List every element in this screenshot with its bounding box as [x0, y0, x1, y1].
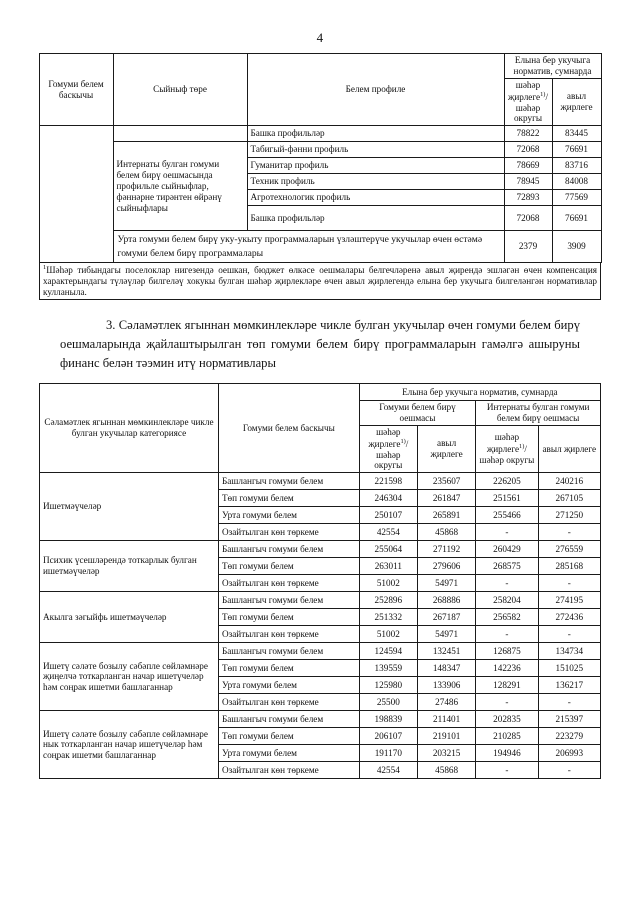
cell-education-stage: Башлангыч гомуми белем: [218, 592, 359, 609]
cell-norm-general-rural: 235607: [417, 473, 475, 490]
header-urban-settlement-a: [359, 425, 417, 473]
header-org-general: Гомуми белем бирү оешмасы: [359, 401, 476, 426]
cell-norm-boarding-rural: 151025: [538, 660, 600, 677]
cell-student-category: Психик үсешләрендә тоткарлык булган ишетмәүчеләр: [40, 541, 219, 592]
header-urban-settlement: [504, 78, 552, 126]
header-rural-settlement-a: авыл җирлеге: [417, 425, 475, 473]
cell-norm-boarding-rural: 134734: [538, 643, 600, 660]
cell-norm-boarding-urban: 268575: [476, 558, 538, 575]
cell-norm-boarding-rural: -: [538, 694, 600, 711]
cell-norm-boarding-urban: 256582: [476, 609, 538, 626]
cell-norm-urban: 78669: [504, 158, 552, 174]
footnote-box: [39, 262, 601, 300]
header-rural-settlement: авыл җирлеге: [552, 78, 601, 126]
cell-norm-general-rural: 268886: [417, 592, 475, 609]
cell-education-stage: [39, 126, 113, 263]
cell-norm-general-rural: 203215: [417, 745, 475, 762]
footnote-ref-icon: 1): [400, 437, 406, 445]
cell-education-stage: Озайтылган көн төркеме: [218, 575, 359, 592]
cell-norm-rural: 83716: [552, 158, 601, 174]
cell-education-profile: Техник профиль: [247, 174, 504, 190]
cell-norm-general-rural: 219101: [417, 728, 475, 745]
cell-class-type-empty: [113, 126, 247, 142]
header-education-stage: Гомуми белем баскычы: [39, 54, 113, 126]
header-urban-a-label2: / шәһәр округы: [374, 438, 409, 471]
cell-education-stage: Башлангыч гомуми белем: [218, 643, 359, 660]
cell-norm-general-urban: 246304: [359, 490, 417, 507]
cell-norm-boarding-rural: 285168: [538, 558, 600, 575]
cell-norm-boarding-urban: 258204: [476, 592, 538, 609]
header-urban-settlement-label2: / шәһәр округы: [513, 91, 548, 124]
cell-education-stage: Төп гомуми белем: [218, 490, 359, 507]
footnote-marker: 1: [43, 264, 47, 272]
cell-norm-general-urban: 251332: [359, 609, 417, 626]
header-urban-settlement-label: шәһәр җирлеге: [507, 79, 541, 102]
cell-norm-general-urban: 25500: [359, 694, 417, 711]
cell-norm-general-urban: 263011: [359, 558, 417, 575]
cell-student-category: Акылга зәгыйфь ишетмәүчеләр: [40, 592, 219, 643]
cell-norm-boarding-rural: 274195: [538, 592, 600, 609]
table-row: [40, 473, 601, 490]
cell-norm-boarding-urban: 260429: [476, 541, 538, 558]
cell-norm-boarding-rural: 272436: [538, 609, 600, 626]
cell-norm-rural: 76691: [552, 142, 601, 158]
cell-norm-boarding-urban: 194946: [476, 745, 538, 762]
cell-extended-programs-label: Урта гомуми белем бирү уку-укыту программаларын үзләштерүче укучылар өчен өстәмә гомуми белем бирү программалары: [113, 231, 504, 263]
table-row: [39, 142, 601, 158]
cell-norm-boarding-rural: 240216: [538, 473, 600, 490]
table-row-extended-programs: [39, 231, 601, 263]
cell-norm-general-rural: 54971: [417, 575, 475, 592]
cell-norm-general-urban: 51002: [359, 575, 417, 592]
cell-norm-general-urban: 51002: [359, 626, 417, 643]
cell-education-stage: Озайтылган көн төркеме: [218, 694, 359, 711]
cell-norm-general-urban: 252896: [359, 592, 417, 609]
cell-education-stage: Озайтылган көн төркеме: [218, 762, 359, 779]
cell-norm-general-rural: 148347: [417, 660, 475, 677]
cell-norm-boarding-urban: -: [476, 626, 538, 643]
cell-norm-general-rural: 279606: [417, 558, 475, 575]
cell-education-stage: Башлангыч гомуми белем: [218, 541, 359, 558]
cell-class-type: Интернаты булган гомуми белем бирү оешмасында профильле сыйныфлар, фәннәрне тирәнтен өйрәнү сыйныфлары: [113, 142, 247, 231]
footnote-ref-icon: 1): [519, 443, 525, 451]
cell-education-profile: Башка профильләр: [247, 126, 504, 142]
cell-norm-urban: 78822: [504, 126, 552, 142]
cell-norm-boarding-rural: -: [538, 575, 600, 592]
cell-education-profile: Гуманитар профиль: [247, 158, 504, 174]
footnote-ref-icon: 1): [540, 90, 546, 98]
cell-norm-urban: 78945: [504, 174, 552, 190]
cell-norm-general-urban: 255064: [359, 541, 417, 558]
cell-norm-boarding-urban: 126875: [476, 643, 538, 660]
header-education-stage: Гомуми белем баскычы: [218, 384, 359, 473]
cell-norm-general-rural: 211401: [417, 711, 475, 728]
cell-norm-urban: 72893: [504, 190, 552, 206]
cell-education-profile: Башка профильләр: [247, 206, 504, 231]
cell-norm-boarding-rural: 267105: [538, 490, 600, 507]
cell-norm-boarding-rural: 276559: [538, 541, 600, 558]
table-row: [40, 592, 601, 609]
cell-norm-rural: 77569: [552, 190, 601, 206]
cell-norm-general-rural: 54971: [417, 626, 475, 643]
cell-norm-general-rural: 27486: [417, 694, 475, 711]
cell-norm-urban: 72068: [504, 142, 552, 158]
cell-education-stage: Озайтылган көн төркеме: [218, 626, 359, 643]
cell-norm-general-urban: 198839: [359, 711, 417, 728]
cell-norm-boarding-urban: 251561: [476, 490, 538, 507]
cell-norm-boarding-urban: 210285: [476, 728, 538, 745]
cell-education-stage: Урта гомуми белем: [218, 745, 359, 762]
cell-norm-boarding-rural: -: [538, 762, 600, 779]
cell-education-stage: Төп гомуми белем: [218, 558, 359, 575]
cell-norm-general-urban: 250107: [359, 507, 417, 524]
header-norm-group: Елына бер укучыга норматив, сумнарда: [504, 54, 601, 79]
header-urban-b-label2: / шәһәр округы: [479, 444, 535, 466]
cell-norm-boarding-urban: 202835: [476, 711, 538, 728]
cell-norm-urban: 72068: [504, 206, 552, 231]
cell-norm-boarding-urban: -: [476, 762, 538, 779]
cell-norm-general-urban: 206107: [359, 728, 417, 745]
cell-education-stage: Башлангыч гомуми белем: [218, 473, 359, 490]
table-row: [39, 126, 601, 142]
cell-education-stage: Төп гомуми белем: [218, 609, 359, 626]
table-row: [40, 541, 601, 558]
header-urban-settlement-b: [476, 425, 538, 473]
cell-norm-boarding-rural: -: [538, 626, 600, 643]
cell-student-category: Ишетү сәләте бозылу сәбәпле сөйләмнәре җиңелчә тоткарланган начар ишетүчеләр һәм соңрак ишетми башлаганнар: [40, 643, 219, 711]
norms-table-general-education: [39, 53, 602, 263]
header-urban-a-label: шәһәр җирлеге: [368, 426, 401, 449]
table-row: [40, 711, 601, 728]
header-student-category: Сәламәтлек ягыннан мөмкинлекләре чикле булган укучылар категориясе: [40, 384, 219, 473]
cell-student-category: Ишетмәүчеләр: [40, 473, 219, 541]
cell-norm-boarding-urban: 128291: [476, 677, 538, 694]
paragraph-section-3: 3. Сәламәтлек ягыннан мөмкинлекләре чикле булган укучылар өчен гомуми белем бирү оешмаларында җайлаштырылган төп гомуми белем бирү программаларын гамәлгә ашыруны финанс белән тәэмин итү нормативлары: [60, 317, 580, 370]
table2-header-row-1: [40, 384, 601, 401]
cell-norm-boarding-urban: -: [476, 575, 538, 592]
cell-education-stage: Төп гомуми белем: [218, 728, 359, 745]
cell-norm-boarding-urban: 142236: [476, 660, 538, 677]
norms-table-disabilities: [39, 383, 601, 779]
cell-norm-boarding-urban: -: [476, 524, 538, 541]
cell-norm-rural: 83445: [552, 126, 601, 142]
cell-education-stage: Озайтылган көн төркеме: [218, 524, 359, 541]
cell-norm-general-rural: 45868: [417, 762, 475, 779]
cell-norm-boarding-urban: -: [476, 694, 538, 711]
table-header-row: [39, 54, 601, 79]
cell-norm-rural: 3909: [552, 231, 601, 263]
cell-norm-general-urban: 139559: [359, 660, 417, 677]
cell-education-stage: Урта гомуми белем: [218, 677, 359, 694]
table-row: [40, 643, 601, 660]
cell-education-stage: Урта гомуми белем: [218, 507, 359, 524]
cell-norm-urban: 2379: [504, 231, 552, 263]
cell-education-stage: Башлангыч гомуми белем: [218, 711, 359, 728]
cell-norm-rural: 84008: [552, 174, 601, 190]
cell-norm-boarding-rural: 271250: [538, 507, 600, 524]
cell-norm-general-rural: 261847: [417, 490, 475, 507]
cell-norm-boarding-rural: 223279: [538, 728, 600, 745]
cell-norm-general-urban: 221598: [359, 473, 417, 490]
cell-norm-general-rural: 267187: [417, 609, 475, 626]
cell-norm-general-urban: 125980: [359, 677, 417, 694]
cell-norm-rural: 76691: [552, 206, 601, 231]
cell-education-profile: Агротехнологик профиль: [247, 190, 504, 206]
cell-norm-general-urban: 42554: [359, 524, 417, 541]
cell-norm-general-urban: 124594: [359, 643, 417, 660]
cell-norm-boarding-rural: 136217: [538, 677, 600, 694]
cell-norm-boarding-urban: 255466: [476, 507, 538, 524]
cell-norm-general-rural: 265891: [417, 507, 475, 524]
cell-norm-boarding-rural: -: [538, 524, 600, 541]
page-number: 4: [316, 30, 324, 45]
footnote-text: Шәһәр тибындагы поселоклар нигезендә оешкан, бюджет өлкәсе оешмалары белгечләренә авыл җирендә эшләгән өчен компенсация характерындагы түләүләр билгеләү хокукы булган шәһәр җирлекләре өчен авыл җирлегендә елына бер укучыга билгеләнгән нормативлар кулланыла.: [43, 265, 597, 297]
cell-norm-boarding-rural: 206993: [538, 745, 600, 762]
header-rural-settlement-b: авыл җирлеге: [538, 425, 600, 473]
cell-norm-boarding-rural: 215397: [538, 711, 600, 728]
footnote-cell: [40, 263, 601, 300]
cell-norm-boarding-urban: 226205: [476, 473, 538, 490]
cell-education-stage: Төп гомуми белем: [218, 660, 359, 677]
cell-norm-general-rural: 132451: [417, 643, 475, 660]
cell-education-profile: Табигый-фәнни профиль: [247, 142, 504, 158]
header-norm-group: Елына бер укучыга норматив, сумнарда: [359, 384, 600, 401]
header-class-type: Сыйныф төре: [113, 54, 247, 126]
header-education-profile: Белем профиле: [247, 54, 504, 126]
cell-norm-general-urban: 42554: [359, 762, 417, 779]
cell-student-category: Ишетү сәләте бозылу сәбәпле сөйләмнәре нык тоткарланган начар ишетүчеләр һәм соңрак ишетми башлаганнар: [40, 711, 219, 779]
header-org-boarding: Интернаты булган гомуми белем бирү оешмасы: [476, 401, 601, 426]
header-urban-b-label: шәһәр җирлеге: [486, 432, 520, 455]
cell-norm-general-rural: 133906: [417, 677, 475, 694]
cell-norm-general-rural: 45868: [417, 524, 475, 541]
cell-norm-general-rural: 271192: [417, 541, 475, 558]
cell-norm-general-urban: 191170: [359, 745, 417, 762]
